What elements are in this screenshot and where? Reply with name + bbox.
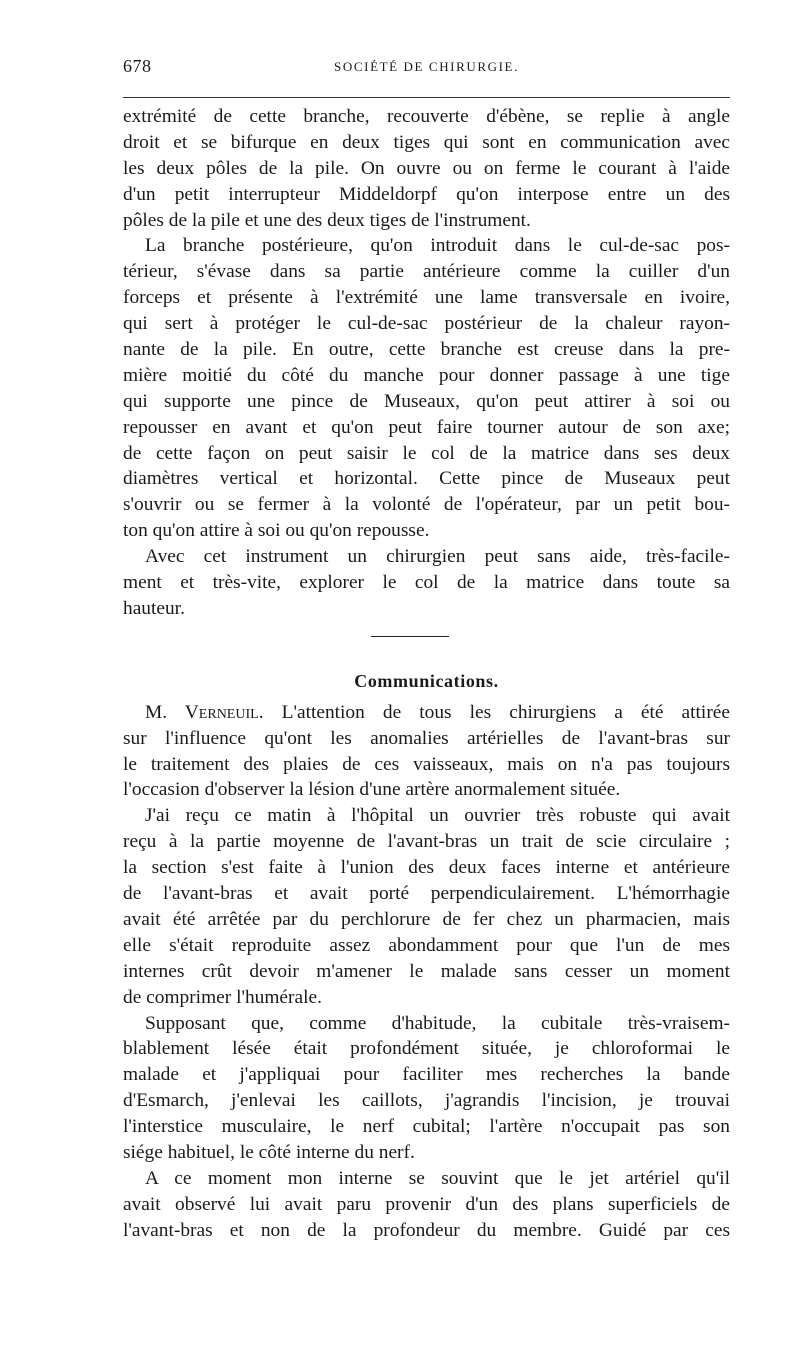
section-divider: [123, 622, 730, 656]
text-line: La branche postérieure, qu'on introduit dans le cul-de-sac pos-: [145, 235, 730, 257]
text-line: reçu à la partie moyenne de l'avant-bras un trait de scie circulaire ;: [123, 831, 730, 853]
text-line: térieur, s'évase dans sa partie antérieure comme la cuiller d'un: [123, 261, 730, 283]
body-text: [123, 104, 730, 1244]
text-line: repousser en avant et qu'on peut faire tourner autour de son axe;: [123, 416, 730, 438]
section-rule: [371, 636, 449, 637]
paragraph-intern-observation: [123, 1166, 730, 1244]
section-title: Communications.: [354, 670, 499, 691]
text-line: internes crût devoir m'amener le malade sans cesser un moment: [123, 960, 730, 982]
text-line: Avec cet instrument un chirurgien peut sans aide, très-facile-: [145, 546, 730, 568]
text-line: d'Esmarch, j'enlevai les caillots, j'agrandis l'incision, je trouvai: [123, 1090, 730, 1112]
paragraph-case-report: [123, 803, 730, 1010]
text-line: avait été arrêtée par du perchlorure de fer chez un pharmacien, mais: [123, 908, 730, 930]
text-line: mière moitié du côté du manche pour donner passage à une tige: [123, 364, 730, 386]
running-head: SOCIÉTÉ DE CHIRURGIE.: [334, 59, 519, 74]
text-line: J'ai reçu ce matin à l'hôpital un ouvrier très robuste qui avait: [145, 805, 730, 827]
text-line: qui sert à protéger le cul-de-sac postérieur de la chaleur rayon-: [123, 313, 730, 335]
page-number: 678: [123, 56, 152, 76]
header-rule: [123, 97, 730, 98]
text-line: le traitement des plaies de ces vaisseaux, mais on n'a pas toujours: [123, 753, 730, 775]
text-line: l'avant-bras et non de la profondeur du membre. Guidé par ces: [123, 1219, 730, 1241]
text-line: hauteur.: [123, 597, 185, 619]
text-line: l'interstice musculaire, le nerf cubital; l'artère n'occupait pas son: [123, 1116, 730, 1138]
text-line: s'ouvrir ou se fermer à la volonté de l'opérateur, par un petit bou-: [123, 494, 730, 516]
text-line: ment et très-vite, explorer le col de la matrice dans toute sa: [123, 572, 730, 594]
text-line: les deux pôles de la pile. On ouvre ou on ferme le courant à l'aide: [123, 157, 730, 179]
text-line-speaker: [123, 700, 730, 726]
paragraph-instrument-use: [123, 544, 730, 622]
text-line: nante de la pile. En outre, cette branche est creuse dans la pre-: [123, 339, 730, 361]
page-header: [123, 56, 730, 82]
paragraph-instrument-description: [123, 104, 730, 233]
speaker-name: M. Verneuil.: [145, 701, 264, 723]
text-line: A ce moment mon interne se souvint que le jet artériel qu'il: [145, 1167, 730, 1189]
text-line: pôles de la pile et une des deux tiges de l'instrument.: [123, 209, 531, 231]
text-line: forceps et présente à l'extrémité une lame transversale en ivoire,: [123, 287, 730, 309]
text-line: la section s'est faite à l'union des deux faces interne et antérieure: [123, 857, 730, 879]
speaker-first-line: L'attention de tous les chirurgiens a été attirée: [281, 701, 730, 723]
text-line: qui supporte une pince de Museaux, qu'on peut attirer à soi ou: [123, 390, 730, 412]
text-line: l'occasion d'observer la lésion d'une artère anormalement située.: [123, 779, 621, 801]
text-line: diamètres vertical et horizontal. Cette pince de Museaux peut: [123, 468, 730, 490]
text-line: ton qu'on attire à soi ou qu'on repousse.: [123, 520, 430, 542]
text-line: malade et j'appliquai pour faciliter mes recherches la bande: [123, 1064, 730, 1086]
text-line: avait observé lui avait paru provenir d'un des plans superficiels de: [123, 1193, 730, 1215]
text-line: d'un petit interrupteur Middeldorpf qu'on interpose entre un des: [123, 183, 730, 205]
text-line: extrémité de cette branche, recouverte d'ébène, se replie à angle: [123, 106, 730, 127]
text-line: de comprimer l'humérale.: [123, 986, 322, 1008]
text-line: siége habituel, le côté interne du nerf.: [123, 1141, 415, 1163]
text-line: blablement lésée était profondément située, je chloroformai le: [123, 1038, 730, 1060]
text-line: sur l'influence qu'ont les anomalies artérielles de l'avant-bras sur: [123, 727, 730, 749]
text-line: Supposant que, comme d'habitude, la cubitale très-vraisem-: [145, 1012, 730, 1034]
paragraph-procedure: [123, 1011, 730, 1166]
text-line: de cette façon on peut saisir le col de la matrice dans ses deux: [123, 442, 730, 464]
paragraph-verneuil-intro: [123, 700, 730, 804]
text-line: elle s'était reproduite assez abondamment pour que l'un de mes: [123, 934, 730, 956]
paragraph-posterior-branch: [123, 233, 730, 544]
text-line: droit et se bifurque en deux tiges qui sont en communication avec: [123, 131, 730, 153]
text-line: de l'avant-bras et avait porté perpendiculairement. L'hémorrhagie: [123, 883, 730, 905]
